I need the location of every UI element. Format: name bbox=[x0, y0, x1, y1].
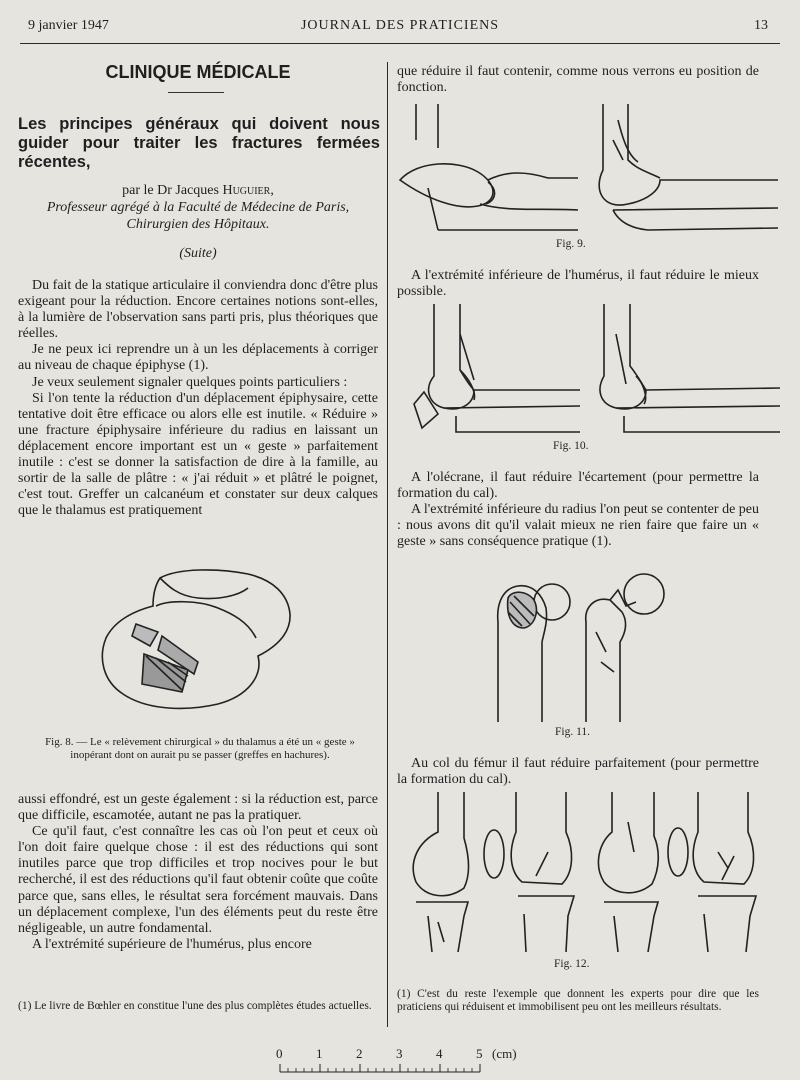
fig11-label: Fig. 11. bbox=[555, 726, 591, 738]
header-journal-title: JOURNAL DES PRATICIENS bbox=[300, 18, 500, 33]
header-rule bbox=[20, 43, 780, 44]
header-page-number: 13 bbox=[754, 18, 768, 33]
paragraph: A l'extrémité supérieure de l'humérus, plus encore bbox=[32, 936, 312, 952]
fig12-label: Fig. 12. bbox=[554, 958, 590, 970]
fig8-caption: Fig. 8. — Le « relèvement chirurgical » du thalamus a été un « geste » inopérant dont on aurait pu se passer (greffes en hachures). bbox=[45, 736, 355, 761]
scale-unit: (cm) bbox=[492, 1046, 517, 1061]
fig8-calcaneum-drawing bbox=[98, 566, 298, 716]
paragraph: Au col du fémur il faut réduire parfaitement (pour permettre la formation du cal). bbox=[397, 756, 759, 788]
running-header bbox=[28, 18, 772, 40]
author-title-1: Professeur agrégé à la Faculté de Médecine de Paris, bbox=[46, 200, 350, 215]
author-prefix: par le Dr Jacques bbox=[122, 183, 219, 198]
paragraph: Ce qu'il faut, c'est connaître les cas où l'on peut et ceux où l'on doit faire quelque chose : il est des réductions qui sont inutiles parce que trop difficiles et trop nocives pour le but recherché, il est des réductions qu'il faut obtenir coûte que coûte parce que, sans elles, le résultat sera forcément mauvais. Dans un déplacement complexe, l'un des éléments peut du reste être négligeable, un autre fondamental. bbox=[18, 824, 378, 936]
paragraph: Si l'on tente la réduction d'un déplacement épiphysaire, cette tentative doit être efficace ou alors elle est inutile. « Réduire » une fracture épiphysaire inférieure du radius en laissant un déplacement encore important est un « geste » parfaitement inutile : c'est se donner la satisfaction de dire à la famille, au sortir de la salle de plâtre : « j'ai réduit » et plâtré le poignet, c'est tout. Greffer un calcanéum et constater sur deux calques que le thalamus est pratiquement bbox=[18, 390, 378, 519]
suite-label: (Suite) bbox=[179, 246, 217, 261]
scale-ruler bbox=[280, 1064, 486, 1074]
scale-tick-label: 0 bbox=[276, 1046, 283, 1061]
paragraph: Je veux seulement signaler quelques points particuliers : bbox=[32, 374, 348, 390]
scale-tick-label: 4 bbox=[436, 1046, 443, 1061]
scale-tick-label: 3 bbox=[396, 1046, 403, 1061]
fig10-label: Fig. 10. bbox=[553, 440, 589, 452]
footnote-right: (1) C'est du reste l'exemple que donnent les experts pour dire que les praticiens qui réduisent et immobilisent peu ont les meilleurs résultats. bbox=[397, 988, 759, 1013]
fig9-label: Fig. 9. bbox=[556, 238, 586, 250]
section-underline bbox=[168, 92, 224, 93]
article-title: Les principes généraux qui doivent nous guider pour traiter les fractures fermées récentes, bbox=[18, 115, 380, 171]
fig12-knee-drawing bbox=[398, 792, 778, 952]
scale-tick-label: 2 bbox=[356, 1046, 363, 1061]
paragraph: que réduire il faut contenir, comme nous verrons eu position de fonction. bbox=[397, 64, 759, 96]
author-block bbox=[18, 182, 378, 233]
body-text-left-bottom bbox=[18, 792, 378, 953]
scale-bar bbox=[270, 1046, 520, 1076]
scale-tick-label: 5 bbox=[476, 1046, 483, 1061]
right-paragraph-fig11 bbox=[397, 756, 759, 788]
right-paragraph-top bbox=[397, 64, 759, 96]
paragraph: aussi effondré, est un geste également : si la réduction est, parce que difficile, escamotée, autant ne pas la pratiquer. bbox=[18, 792, 378, 824]
section-heading: CLINIQUE MÉDICALE bbox=[105, 62, 291, 82]
author-name: Huguier, bbox=[222, 183, 274, 198]
paragraph: A l'extrémité inférieure du radius l'on peut se contenter de peu : nous avons dit qu'il valait mieux ne rien faire que faire un « geste » sans conséquence pratique (1). bbox=[397, 502, 759, 550]
right-paragraphs-fig10 bbox=[397, 470, 759, 550]
paragraph: A l'olécrane, il faut réduire l'écartement (pour permettre la formation du cal). bbox=[397, 470, 759, 502]
body-text-left-top bbox=[18, 278, 378, 519]
paragraph: Du fait de la statique articulaire il conviendra donc d'être plus exigeant pour la réduction. Encore certaines notions sont-elles, à la lumière de l'observation sans parti pris, plus théoriques que réelles. bbox=[18, 278, 378, 342]
right-paragraph-fig9 bbox=[397, 268, 759, 300]
scale-tick-label: 1 bbox=[316, 1046, 323, 1061]
author-title-2: Chirurgien des Hôpitaux. bbox=[126, 217, 270, 232]
fig9-elbow-drawing bbox=[398, 100, 778, 235]
footnote-left: (1) Le livre de Bœhler en constitue l'une des plus complètes études actuelles. bbox=[18, 1000, 372, 1012]
column-rule bbox=[387, 62, 388, 1027]
paragraph: Je ne peux ici reprendre un à un les déplacements à corriger au niveau de chaque épiphyse (1). bbox=[18, 342, 378, 374]
author-line bbox=[18, 182, 378, 199]
paragraph: A l'extrémité inférieure de l'humérus, il faut réduire le mieux possible. bbox=[397, 268, 759, 300]
header-date: 9 janvier 1947 bbox=[28, 18, 109, 33]
fig10-elbow-drawing bbox=[404, 304, 780, 436]
fig11-femur-drawing bbox=[486, 572, 676, 722]
